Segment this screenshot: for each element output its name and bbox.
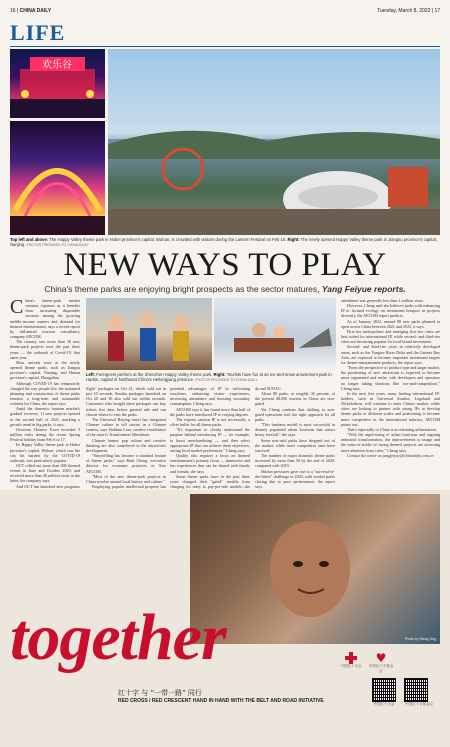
qr-code-1: 中国红十字会 <box>372 678 396 707</box>
red-cross-icon <box>345 652 357 664</box>
qr-code-icon <box>404 678 428 702</box>
performers-illustration <box>86 298 212 370</box>
article-column-2: flight" packages on Oct 21, which sold out in just 10 seconds. Similar packages launched on Oct 26 and 30 also sold out within seconds. Customers who bought these packages can buy tickets five days before general sale and can choose where to visit the parks. The Universal Beijing resort has integrated Chinese culture to tell stories in a Chinese context, says Siobhan Lian, creative coordinator of the resort's Transformers Metrobase. Chinese humor, pop culture and creative thinking are also considered in the attraction's development. "Storytelling has become a standard feature of theme parks," says Ruth Cheng, executive director for economic practices in Asia AECOM. "Most of the new theme-park projects in China revolve around local history and culture." Employing popular intellectual property has <box>86 386 166 489</box>
foundation-heart-icon: ♥ <box>375 651 387 665</box>
qr-code-icon <box>372 678 396 702</box>
mid-photo-caption: Left: Foreigners perform at the Shenzhen Happy Valley theme park. Right: Tourists have fun at an ice-and-snow amusement park in Harbin, capital of Northeast China's Heilongjiang province. PHOTOS PROVIDED TO CHINA DAILY <box>86 372 332 383</box>
page-number-right: 17 <box>434 8 440 14</box>
headline: NEW WAYS TO PLAY <box>63 247 387 283</box>
lantern-arch-illustration <box>10 121 105 235</box>
section-title: LIFE <box>10 20 66 45</box>
article-column-5: attendance was generally less than 1 million visits. However, Cheng said she believes parks with enhancing IP or focused ecology on investment hotspots as projects diversify, the AECOM report predicts. As of January 2022, around 80 new parks planned to open across China between 2021 and 2025, it says. First-tier metropolises and emerging first-tier cities are best suited for international IP, while second- and third-tier cities are becoming popular for local-brand investment. Second- and third-tier cities in relatively developed areas, such as the Yangtze River Delta and the Greater Bay Area, are expected to become important investment targets for theme-entertainment products, the report says. "From the perspective of product type and target market, the positioning of new attractions is expected to become more segmented and niche, with developers and operators no longer taking shortcuts like 'ace-and-competition'," Cheng says. In the next five years, many leading international IP-holders, such as Universal Studios, Legoland and Nickelodeon, will continue to enter China's market, while cities are looking to partner with strong IPs to develop theme parks of different scales and positioning to become more competitive in the international industry, AECOM points out. That's especially so China is accelerating urbanization. "With the rapid-sizing of urban functions and ongoing industrial transformation, the improvements to image and the mass-of-stroke of strong themed projects are attracting more attention from cities," Cheng says. Contact the writer at yangfeiyue@chinadaily.com.cn <box>341 298 440 458</box>
red-cross-foundation-logo: ♥ 中国红十字基金会 <box>368 651 394 673</box>
child-portrait-illustration <box>190 494 440 644</box>
nanjing-park-illustration <box>108 49 440 235</box>
lantern-gate-illustration <box>10 49 105 118</box>
section-rule <box>10 46 440 47</box>
article-column-4: da and SUNAC. About 80 parks, or roughly 36 percent, of the present 48,000 tourists in China are non-gated. Yet Cheng cautions that shifting to non-gated operations isn't the right approach for all parks. "This business model is most successful in densely populated urban locations that attract heavy footfall," she says. Some non-said parks have dropped out of the market, while more competitive ones have survived. The number of major domestic theme parks increased by more than 50 by the end of 2020, compared with 2019. Market pressures gave rise to a "survival-of-the-fittest" challenge in 2020, with weaker parks closing due to poor performance, the report says. <box>255 386 335 489</box>
photo-credit: PHOTOS PROVIDED TO CHINA DAILY <box>26 243 89 248</box>
byline: Yang Feiyue reports. <box>321 284 406 294</box>
dropcap: C <box>10 296 24 318</box>
qr-code-2: 中国红十字基金会 <box>404 678 434 707</box>
red-cross-logo: 中国红十字会 <box>340 652 362 669</box>
svg-text:欢乐谷: 欢乐谷 <box>42 60 72 71</box>
snow-sled-illustration <box>214 298 336 370</box>
page-number-left: 16 <box>10 8 16 14</box>
red-cross-advertisement <box>0 490 450 747</box>
top-photo-caption: Top left and above: The Happy Valley theme park in Hubei province's capital, Wuhan, is crowded with visitors during the Lantern Festival on Feb 15. Right: The newly opened Happy Valley theme park in Jiangsu province's capital, Nanjing. PHOTOS PROVIDED TO CHINA DAILY <box>10 237 437 248</box>
issue-date: Tuesday, March 8, 2022 <box>376 8 431 14</box>
photo-wuhan-lantern-crowd <box>10 121 105 235</box>
ad-word-together: together <box>10 601 226 674</box>
ad-slogan-chinese: 红十字 与 “一带一路” 同行 <box>118 689 202 697</box>
ad-slogan-english: RED CROSS / RED CRESCENT HAND IN HAND WITH THE BELT AND ROAD INITIATIVE <box>118 698 324 704</box>
photo-nanjing-theme-park <box>108 49 440 235</box>
article-column-3: potential advantages of IP in cultivating storylines, enhancing visitor experiences, increasing attendance and boosting secondary consumption, Cheng says. AECOM says it has found more than half of the parks have introduced IP to varying degrees. The experts caution IP is not necessarily a silver bullet for all theme parks. "It's important to clearly understand the purpose behind introducing IP — for example, to boost merchandising — and then select appropriate IP that can achieve these objectives, setting local market preferences," Cheng says. Quality also requires a focus on themed entertainment's primary focus — immersive and fun experiences that can be shared with family and friends, she says. Some theme parks have in the past three years changed their "gated" models from charging for entry to pay-per-ride models, she <box>170 386 250 489</box>
ad-photo-child <box>190 494 440 644</box>
article-column-1: C hina's theme-park market remains vigorous as it benefits from increasing disposable incomes among the growing middle-income earners and demand for themed entertainment, says a recent report by influential tourism consultancy company AECOM. The country saw more than 30 new theme-park projects over the past three years — the outbreak of Covid-19, that same year. Most arrivals were at the newly opened theme parks, such as Jiangsu province's capital, Nanjing, and Hunan province's capital, Zhengzhou. Although COVID-19 has temporarily changed the way people live, the sustained planning and construction of theme parks remains a long-term and sustainable solution for China, the report says. Amid the domestic tourism market's gradual recovery, 11 new projects opened in the second half of 2021, marking a growth trend in big parks, it says. Overseas Chinese Town recorded 5 million visits during the recent Spring Festival holiday from Feb 6 to 17. Its Happy Valley theme park in Hubei province's capital, Wuhan, which saw the city hit hardest by the COVID-19 outbreak, was particularly popular. OCT rolled out more than 400 themed events in June and October 2020, and received more than 40 million visits in the latter, the company says. And OCT has launched new programs <box>10 296 80 489</box>
ad-photo-credit: Photo by Wang Jing <box>404 637 436 641</box>
page-header: 16 | CHINA DAILY Tuesday, March 8, 2022 | 17 <box>10 8 440 14</box>
contact-writer: Contact the writer at yangfeiyue@chinadaily.com.cn <box>347 452 434 458</box>
photo-harbin-ice-park <box>214 298 336 370</box>
photo-wuhan-night-gate <box>10 49 105 118</box>
subhead: China's theme parks are enjoying bright prospects as the sector matures, Yang Feiyue reports. <box>44 284 406 294</box>
brand-name: CHINA DAILY <box>19 8 52 14</box>
photo-shenzhen-performers <box>86 298 212 370</box>
